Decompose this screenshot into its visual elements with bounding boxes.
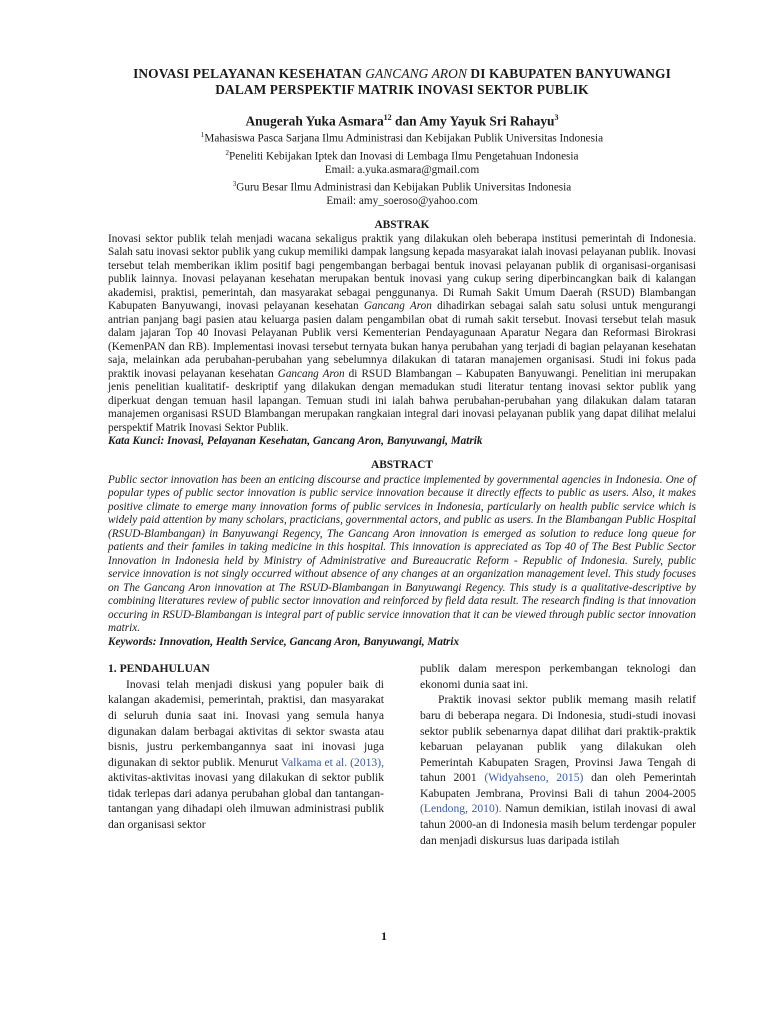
right-column [420, 661, 696, 848]
paper-title [108, 66, 696, 97]
affiliation-3: $^3$Guru Besar Ilmu Administrasi dan Kebijakan Publik Universitas Indonesia [232, 179, 572, 194]
keywords: Keywords: Innovation, Health Service, Gancang Aron, Banyuwangi, Matrix [108, 635, 460, 648]
abstrak-body: Inovasi sektor publik telah menjadi wacana sekaligus praktik yang dilakukan oleh beberapa institusi pemerintah di Indonesia. Salah satu inovasi sektor publik yang cukup memiliki dampak langsung kepada masyarakat ialah inovasi pelayanan publik. Inovasi tersebut telah memberikan iklim positif bagi pengembangan berbagai bentuk inovasi pelayanan publik di organisasi-organisasi publik lainnya. Inovasi pelayanan kesehatan merupakan bentuk inovasi yang cukup sering diperbincangkan baik di kalangan akademisi, praktisi, pemerintah, dan masyarakat sebagai penggunanya. Di Rumah Sakit Umum Daerah (RSUD) Blambangan Kabupaten Banyuwangi, inovasi pelayanan kesehatan Gancang Aron dihadirkan sebagai salah satu solusi untuk mengurangi antrian panjang bagi pasien atau keluarga pasien dalam pengambilan obat di rumah sakit tersebut. Inovasi tersebut telah masuk dalam jajaran Top 40 Inovasi Pelayanan Publik versi Kementerian Pendayagunaan Aparatur Negara dan Reformasi Birokrasi (KemenPAN dan RB). Implementasi inovasi tersebut ternyata bukan hanya perubahan yang terjadi di bagian pelayanan kesehatan saja, melainkan ada perubahan-perubahan yang sebelumnya dilakukan di tataran manajemen organisasi. Studi ini fokus pada praktik inovasi pelayanan kesehatan Gancang Aron di RSUD Blambangan – Kabupaten Banyuwangi. Penelitian ini merupakan jenis penelitian kualitatif- deskriptif yang dilakukan dengan memadukan studi literatur tentang inovasi sektor publik yang diperkuat dengan temuan hasil lapangan. Temuan studi ini ialah bahwa perubahan-perubahan yang dilakukan dalam tataran manajemen organisasi RSUD Blambangan merupakan rangkaian integral dari inovasi pelayanan publik yang dapat dilihat melalui perspektif Matrik Inovasi Sektor Publik. [108, 232, 696, 434]
abstrak-heading: ABSTRAK [374, 218, 430, 231]
title-line-1: INOVASI PELAYANAN KESEHATAN GANCANG ARON DI KABUPATEN BANYUWANGI [133, 66, 671, 81]
affiliation-1: $^1$Mahasiswa Pasca Sarjana Ilmu Administrasi dan Kebijakan Publik Universitas Indonesia [200, 131, 604, 146]
email-1: Email: a.yuka.asmara@gmail.com [324, 164, 480, 177]
affiliation-2: $^2$Peneliti Kebijakan Iptek dan Inovasi di Lembaga Ilmu Pengetahuan Indonesia [225, 148, 579, 163]
paragraph: publik dalam merespon perkembangan teknologi dan ekonomi dunia saat ini. [420, 662, 696, 691]
title-line-2: DALAM PERSPEKTIF MATRIK INOVASI SEKTOR PUBLIK [215, 81, 589, 97]
affiliations [108, 129, 696, 208]
paragraph: Praktik inovasi sektor publik memang masih relatif baru di beberapa negara. Di Indonesia, studi-studi inovasi sektor publik sebenarnya dapat dilihat dari praktik-praktik kebaruan pelayanan publik yang dilakukan oleh Pemerintah Kabupaten Sragen, Provinsi Jawa Tengah di tahun 2001 (Widyahseno, 2015) dan oleh Pemerintah Kabupaten Jembrana, Provinsi Bali di tahun 2004-2005 (Lendong, 2010). Namun demikian, istilah inovasi di awal tahun 2000-an di Indonesia masih belum terdengar populer dan menjadi diskursus luas daripada istilah [420, 693, 696, 847]
page-number: 1 [381, 929, 387, 943]
body-columns [108, 661, 696, 848]
section-heading: 1. PENDAHULUAN [108, 662, 210, 676]
paper-page [108, 66, 696, 848]
title-italic-term: GANCANG ARON [365, 66, 467, 81]
kata-kunci: Kata Kunci: Inovasi, Pelayanan Kesehatan, Gancang Aron, Banyuwangi, Matrik [108, 435, 483, 448]
author-line: Anugerah Yuka Asmara$^{12}$ dan Amy Yayuk Sri Rahayu$^3$ [245, 113, 559, 129]
citation-link[interactable]: (Widyahseno, 2015) [484, 771, 584, 785]
citation-link[interactable]: (Lendong, 2010). [420, 802, 502, 816]
email-2: Email: amy_soeroso@yahoo.com [326, 195, 478, 208]
paragraph: Inovasi telah menjadi diskusi yang populer baik di kalangan akademisi, pemerintah, praktisi, dan masyarakat di seluruh dunia saat ini. Inovasi yang semula hanya digunakan dalam berbagai aktivitas di sektor swasta atau bisnis, justru perkembangannya saat ini inovasi juga digunakan di sektor publik. Menurut Valkama et al. (2013), aktivitas-aktivitas inovasi yang dilakukan di sektor publik tidak terlepas dari adanya perubahan global dan tantangan-tantangan yang dihadapi oleh ilmuwan administrasi publik dan organisasi sektor [108, 677, 384, 832]
citation-link[interactable]: Valkama et al. (2013), [280, 755, 384, 769]
left-column [108, 661, 384, 848]
abstract-body: Public sector innovation has been an enticing discourse and practice implemented by governmental agencies in Indonesia. One of popular types of public sector innovation is public service innovation because it directly effects to public as users. Also, it makes positive climate to emerge many innovation forms of public services in Indonesia, particularly on health public service which is widely paid attention by many scholars, practicians, governmental actors, and public as users. In the Blambangan Public Hospital (RSUD-Blambangan) in Banyuwangi Regency, The Gancang Aron innovation is emerged as solution to reduce long queue for patients and their familes in taking medicine in this hospital. This innovation is appreciated as Top 40 of The Best Public Sector Innovation in Indonesia held by Ministry of Administrative and Bureaucratic Reform - Republic of Indonesia. Surely, public service innovation is not singly occurred without absence of any changes at an organization management level. This study focuses on The Gancang Aron innovation at The RSUD-Blambangan in Banyuwangi Regency. This study is a qualitative-descriptive by combining literatures review of public sector innovation and reinforced by field data result. The research finding is that innovation occuring in RSUD-Blambangan is integral part of public service innovation that it can be viewed through public sector innovation matrix. [108, 473, 696, 635]
abstract-heading: ABSTRACT [370, 458, 434, 471]
